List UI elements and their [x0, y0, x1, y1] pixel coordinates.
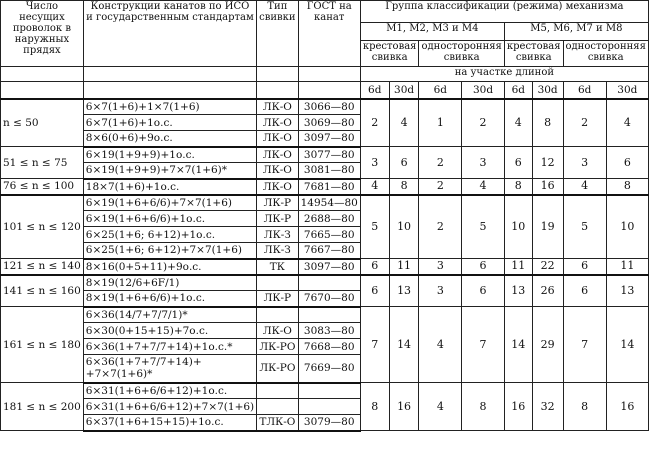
table-row — [1, 383, 649, 399]
header-section: на участке длиной — [360, 67, 648, 82]
min-broken-wires-value: 1 — [419, 99, 462, 147]
min-broken-wires-value: 8 — [360, 383, 389, 431]
construction-cell: 6×30(0+15+15)+7о.с. — [83, 323, 256, 339]
header-cross-m1: крестовая свивка — [360, 41, 419, 67]
gost-cell: 3079—80 — [298, 415, 360, 431]
wire-range: 181 ≤ n ≤ 200 — [1, 383, 84, 431]
min-broken-wires-value: 7 — [462, 307, 505, 383]
table-row — [1, 195, 649, 211]
gost-cell: 3081—80 — [298, 163, 360, 179]
header-len-6d: 6d — [360, 82, 389, 99]
header-spacer — [83, 82, 256, 99]
construction-line: 6×36(1+7+7/7+14)+ — [85, 356, 202, 369]
wire-range: 51 ≤ n ≤ 75 — [1, 147, 84, 179]
header-spacer — [298, 82, 360, 99]
min-broken-wires-value: 13 — [389, 275, 419, 307]
table-row — [1, 259, 649, 275]
construction-cell: 6×25(1+6; 6+12)+1о.с. — [83, 227, 256, 243]
header-len-6d: 6d — [563, 82, 606, 99]
min-broken-wires-value: 16 — [504, 383, 532, 431]
construction-cell: 6×37(1+6+15+15)+1о.с. — [83, 415, 256, 431]
gost-cell: 7669—80 — [298, 355, 360, 383]
lay-type-cell: ЛК-О — [257, 131, 298, 147]
gost-cell: 7665—80 — [298, 227, 360, 243]
header-len-30d: 30d — [389, 82, 419, 99]
construction-cell: 8×6(0+6)+9о.с. — [83, 131, 256, 147]
header-group-m1: М1, М2, М3 и М4 — [360, 23, 504, 41]
min-broken-wires-value: 6 — [563, 275, 606, 307]
lay-type-cell: ТК — [257, 259, 298, 275]
min-broken-wires-value: 16 — [389, 383, 419, 431]
gost-cell: 14954—80 — [298, 195, 360, 211]
min-broken-wires-value: 6 — [360, 275, 389, 307]
min-broken-wires-value: 16 — [532, 179, 563, 195]
lay-type-cell: ЛК-РО — [257, 339, 298, 355]
min-broken-wires-value: 13 — [504, 275, 532, 307]
wire-range: 141 ≤ n ≤ 160 — [1, 275, 84, 307]
lay-type-cell: ЛК-О — [257, 147, 298, 163]
min-broken-wires-value: 4 — [504, 99, 532, 147]
lay-type-cell: ЛК-О — [257, 323, 298, 339]
table-row — [1, 307, 649, 323]
construction-line: +7×7(1+6)* — [85, 368, 153, 381]
construction-cell: 6×25(1+6; 6+12)+7×7(1+6) — [83, 243, 256, 259]
wire-range: 101 ≤ n ≤ 120 — [1, 195, 84, 259]
wire-range: n ≤ 50 — [1, 99, 84, 147]
construction-cell — [83, 355, 256, 383]
min-broken-wires-value: 6 — [606, 147, 648, 179]
gost-cell: 3097—80 — [298, 259, 360, 275]
min-broken-wires-value: 12 — [532, 147, 563, 179]
min-broken-wires-value: 22 — [532, 259, 563, 275]
min-broken-wires-value: 29 — [532, 307, 563, 383]
header-len-6d: 6d — [504, 82, 532, 99]
min-broken-wires-value: 8 — [606, 179, 648, 195]
header-len-30d: 30d — [606, 82, 648, 99]
gost-cell: 3097—80 — [298, 131, 360, 147]
min-broken-wires-value: 5 — [563, 195, 606, 259]
gost-cell: 7681—80 — [298, 179, 360, 195]
min-broken-wires-value: 3 — [563, 147, 606, 179]
table-row — [1, 179, 649, 195]
min-broken-wires-value: 10 — [606, 195, 648, 259]
gost-cell: 3077—80 — [298, 147, 360, 163]
construction-cell: 18×7(1+6)+1о.с. — [83, 179, 256, 195]
header-cross-m5: крестовая свивка — [504, 41, 563, 67]
min-broken-wires-value: 11 — [606, 259, 648, 275]
header-spacer — [1, 82, 84, 99]
lay-type-cell: ЛК-О — [257, 115, 298, 131]
min-broken-wires-value: 8 — [563, 383, 606, 431]
min-broken-wires-value: 4 — [419, 307, 462, 383]
construction-cell: 6×36(1+7+7/7+14)+1о.с.* — [83, 339, 256, 355]
wire-range: 121 ≤ n ≤ 140 — [1, 259, 84, 275]
min-broken-wires-value: 6 — [462, 275, 505, 307]
construction-cell: 6×36(14/7+7/7/1)* — [83, 307, 256, 323]
table-row — [1, 99, 649, 115]
construction-cell: 8×19(1+6+6/6)+1о.с. — [83, 291, 256, 307]
min-broken-wires-value: 8 — [389, 179, 419, 195]
header-group-m5: М5, М6, М7 и М8 — [504, 23, 648, 41]
construction-cell: 6×7(1+6)+1×7(1+6) — [83, 99, 256, 115]
min-broken-wires-value: 8 — [532, 99, 563, 147]
header-len-30d: 30d — [532, 82, 563, 99]
min-broken-wires-value: 6 — [462, 259, 505, 275]
lay-type-cell: ТЛК-О — [257, 415, 298, 431]
gost-cell: 2688—80 — [298, 211, 360, 227]
min-broken-wires-value: 11 — [389, 259, 419, 275]
gost-cell: 3069—80 — [298, 115, 360, 131]
min-broken-wires-value: 8 — [462, 383, 505, 431]
header-group: Группа классификации (режима) механизма — [360, 1, 648, 23]
min-broken-wires-value: 3 — [360, 147, 389, 179]
min-broken-wires-value: 3 — [419, 275, 462, 307]
lay-type-cell: ЛК-Р — [257, 291, 298, 307]
gost-cell: 3066—80 — [298, 99, 360, 115]
min-broken-wires-value: 4 — [360, 179, 389, 195]
min-broken-wires-value: 16 — [606, 383, 648, 431]
gost-cell — [298, 275, 360, 291]
construction-cell: 6×19(1+9+9)+1о.с. — [83, 147, 256, 163]
lay-type-cell — [257, 399, 298, 415]
min-broken-wires-value: 5 — [360, 195, 389, 259]
construction-cell: 8×16(0+5+11)+9о.с. — [83, 259, 256, 275]
table-row — [1, 147, 649, 163]
lay-type-cell: ЛК-РО — [257, 355, 298, 383]
min-broken-wires-value: 3 — [462, 147, 505, 179]
construction-cell: 6×19(1+6+6/6)+7×7(1+6) — [83, 195, 256, 211]
lay-type-cell: ЛК-Р — [257, 195, 298, 211]
construction-cell: 6×31(1+6+6/6+12)+1о.с. — [83, 383, 256, 399]
lay-type-cell — [257, 383, 298, 399]
header-spacer — [83, 67, 256, 82]
min-broken-wires-value: 4 — [563, 179, 606, 195]
header-spacer — [257, 67, 298, 82]
min-broken-wires-value: 4 — [389, 99, 419, 147]
min-broken-wires-value: 13 — [606, 275, 648, 307]
gost-cell — [298, 383, 360, 399]
header-wires: Число несущих проволок в наружных прядях — [1, 1, 84, 67]
min-broken-wires-value: 7 — [360, 307, 389, 383]
min-broken-wires-value: 6 — [360, 259, 389, 275]
header-oneside-m1: односторонняя свивка — [419, 41, 504, 67]
min-broken-wires-value: 4 — [606, 99, 648, 147]
lay-type-cell: ЛК-З — [257, 243, 298, 259]
lay-type-cell — [257, 275, 298, 291]
construction-cell: 6×31(1+6+6/6+12)+7×7(1+6) — [83, 399, 256, 415]
header-len-6d: 6d — [419, 82, 462, 99]
min-broken-wires-value: 2 — [419, 147, 462, 179]
min-broken-wires-value: 10 — [504, 195, 532, 259]
header-type: Тип свивки — [257, 1, 298, 67]
min-broken-wires-value: 6 — [504, 147, 532, 179]
construction-cell: 6×19(1+9+9)+7×7(1+6)* — [83, 163, 256, 179]
min-broken-wires-value: 10 — [389, 195, 419, 259]
header-construction: Конструкции канатов по ИСО и государственным стандартам — [83, 1, 256, 67]
min-broken-wires-value: 2 — [462, 99, 505, 147]
min-broken-wires-value: 4 — [462, 179, 505, 195]
min-broken-wires-value: 32 — [532, 383, 563, 431]
header-gost: ГОСТ на канат — [298, 1, 360, 67]
min-broken-wires-value: 2 — [563, 99, 606, 147]
min-broken-wires-value: 14 — [606, 307, 648, 383]
gost-cell: 7670—80 — [298, 291, 360, 307]
construction-cell: 8×19(12/6+6F/1) — [83, 275, 256, 291]
header-spacer — [257, 82, 298, 99]
lay-type-cell: ЛК-З — [257, 227, 298, 243]
header-len-30d: 30d — [462, 82, 505, 99]
min-broken-wires-value: 11 — [504, 259, 532, 275]
gost-cell — [298, 399, 360, 415]
gost-cell: 7667—80 — [298, 243, 360, 259]
lay-type-cell: ЛК-О — [257, 179, 298, 195]
wire-range: 76 ≤ n ≤ 100 — [1, 179, 84, 195]
gost-cell — [298, 307, 360, 323]
gost-cell: 7668—80 — [298, 339, 360, 355]
header-oneside-m5: односторонняя свивка — [563, 41, 648, 67]
header-spacer — [1, 67, 84, 82]
header-spacer — [298, 67, 360, 82]
min-broken-wires-value: 2 — [419, 179, 462, 195]
min-broken-wires-value: 5 — [462, 195, 505, 259]
min-broken-wires-value: 26 — [532, 275, 563, 307]
min-broken-wires-value: 2 — [360, 99, 389, 147]
construction-cell: 6×19(1+6+6/6)+1о.с. — [83, 211, 256, 227]
min-broken-wires-value: 8 — [504, 179, 532, 195]
min-broken-wires-value: 3 — [419, 259, 462, 275]
min-broken-wires-value: 19 — [532, 195, 563, 259]
min-broken-wires-value: 14 — [504, 307, 532, 383]
min-broken-wires-value: 7 — [563, 307, 606, 383]
construction-cell: 6×7(1+6)+1о.с. — [83, 115, 256, 131]
lay-type-cell: ЛК-Р — [257, 211, 298, 227]
table-row — [1, 275, 649, 291]
gost-cell: 3083—80 — [298, 323, 360, 339]
wire-range: 161 ≤ n ≤ 180 — [1, 307, 84, 383]
min-broken-wires-value: 6 — [563, 259, 606, 275]
min-broken-wires-value: 14 — [389, 307, 419, 383]
lay-type-cell: ЛК-О — [257, 163, 298, 179]
min-broken-wires-value: 2 — [419, 195, 462, 259]
lay-type-cell: ЛК-О — [257, 99, 298, 115]
min-broken-wires-value: 6 — [389, 147, 419, 179]
min-broken-wires-value: 4 — [419, 383, 462, 431]
lay-type-cell — [257, 307, 298, 323]
